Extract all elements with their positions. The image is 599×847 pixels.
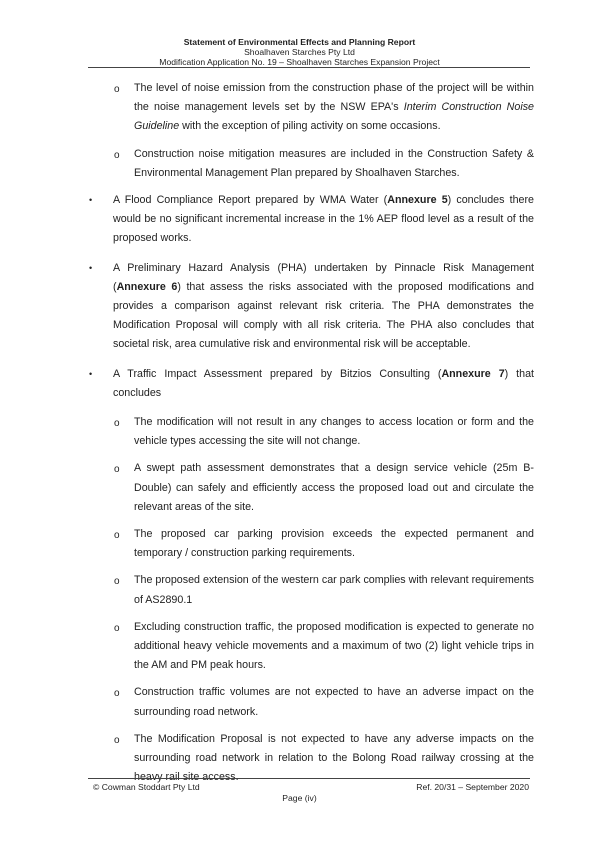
bullet-hazard bbox=[88, 259, 534, 355]
sub-bullet-noise-mitigation bbox=[88, 145, 534, 183]
sub-bullet-marker: o bbox=[114, 622, 120, 634]
bullet-marker: • bbox=[89, 368, 93, 379]
sub-bullet-marker: o bbox=[114, 530, 120, 542]
sub-bullet-marker: o bbox=[114, 734, 120, 746]
sub-bullet-marker: o bbox=[114, 149, 120, 161]
footer-reference: Ref. 20/31 – September 2020 bbox=[416, 782, 529, 792]
flood-text: A Flood Compliance Report prepared by WMA Water ( bbox=[113, 194, 388, 207]
sub-bullet-marker: o bbox=[114, 576, 120, 588]
traffic-access-text: The modification will not result in any changes to access location or form and the vehicle types accessing the site will not change. bbox=[134, 416, 534, 448]
traffic-annexure: Annexure 7 bbox=[441, 367, 505, 380]
sub-bullet-vehicle-trips bbox=[88, 618, 534, 676]
application-name: Modification Application No. 19 – Shoalhaven Starches Expansion Project bbox=[159, 57, 440, 68]
bullet-marker: • bbox=[89, 195, 93, 206]
hazard-text: A Preliminary Hazard Analysis (PHA) undertaken by Pinnacle Risk Management ( bbox=[113, 261, 534, 293]
car-park-extension-text: The proposed extension of the western car park complies with relevant requirements of AS2890.1 bbox=[134, 574, 534, 606]
construction-traffic-text: Construction traffic volumes are not expected to have an adverse impact on the surrounding road network. bbox=[134, 686, 534, 718]
traffic-text-end: ) that concludes bbox=[113, 367, 534, 399]
sub-bullet-marker: o bbox=[114, 84, 120, 95]
bullet-marker: • bbox=[89, 262, 93, 273]
sub-bullet-noise-level bbox=[88, 79, 534, 137]
page-header bbox=[0, 37, 599, 68]
hazard-text-end: ) that assess the risks associated with the proposed modifications and provides a comparison against relevant risk criteria. The PHA demonstrates the Modification Proposal will comply with all risk criteria. The PHA also concludes that societal risk, area cumulative risk and environmental risk will be acceptable. bbox=[113, 280, 535, 351]
header-rule bbox=[88, 67, 530, 68]
sub-bullet-traffic-access bbox=[88, 413, 534, 451]
footer-copyright: © Cowman Stoddart Pty Ltd bbox=[93, 782, 200, 792]
page-number: Page (iv) bbox=[282, 793, 317, 803]
noise-guideline-title: Interim Construction Noise Guideline bbox=[134, 101, 534, 133]
company-name: Shoalhaven Starches Pty Ltd bbox=[244, 47, 355, 58]
sub-bullet-car-parking bbox=[88, 525, 534, 563]
document-title: Statement of Environmental Effects and Planning Report bbox=[183, 37, 416, 47]
sub-bullet-car-park-extension bbox=[88, 571, 534, 609]
swept-path-text: A swept path assessment demonstrates that a design service vehicle (25m B-Double) can safely and efficiently access the proposed load out and circulate the relevant areas of the site. bbox=[134, 462, 534, 513]
sub-bullet-marker: o bbox=[114, 418, 120, 430]
document-body bbox=[88, 79, 534, 796]
flood-text-end: ) concludes there would be no significant incremental increase in the 1% AEP flood level as a result of the proposed works. bbox=[113, 194, 534, 245]
hazard-annexure: Annexure 6 bbox=[116, 280, 178, 293]
vehicle-trips-text: Excluding construction traffic, the proposed modification is expected to generate no additional heavy vehicle movements and a maximum of two (2) light vehicle trips in the AM and PM peak hours. bbox=[134, 620, 534, 672]
footer-rule bbox=[88, 778, 530, 779]
sub-bullet-swept-path bbox=[88, 459, 534, 517]
sub-bullet-marker: o bbox=[114, 688, 120, 700]
noise-level-text-end: with the exception of piling activity on some occasions. bbox=[179, 120, 441, 133]
noise-level-text: The level of noise emission from the construction phase of the project will be within the noise management levels set by the NSW EPA's bbox=[134, 82, 534, 114]
bullet-traffic bbox=[88, 365, 534, 403]
bullet-flood bbox=[88, 191, 534, 249]
noise-mitigation-text: Construction noise mitigation measures are included in the Construction Safety & Environmental Management Plan prepared by Shoalhaven Starches. bbox=[134, 147, 534, 179]
car-parking-text: The proposed car parking provision exceeds the expected permanent and temporary / construction parking requirements. bbox=[134, 528, 534, 560]
sub-bullet-construction-traffic bbox=[88, 683, 534, 721]
railway-crossing-text: The Modification Proposal is not expected to have any adverse impacts on the surrounding road network in relation to the Bolong Road railway crossing at the heavy rail site access. bbox=[134, 732, 534, 784]
sub-bullet-marker: o bbox=[114, 464, 120, 476]
flood-annexure: Annexure 5 bbox=[387, 194, 448, 207]
traffic-text: A Traffic Impact Assessment prepared by Bitzios Consulting ( bbox=[113, 367, 442, 380]
